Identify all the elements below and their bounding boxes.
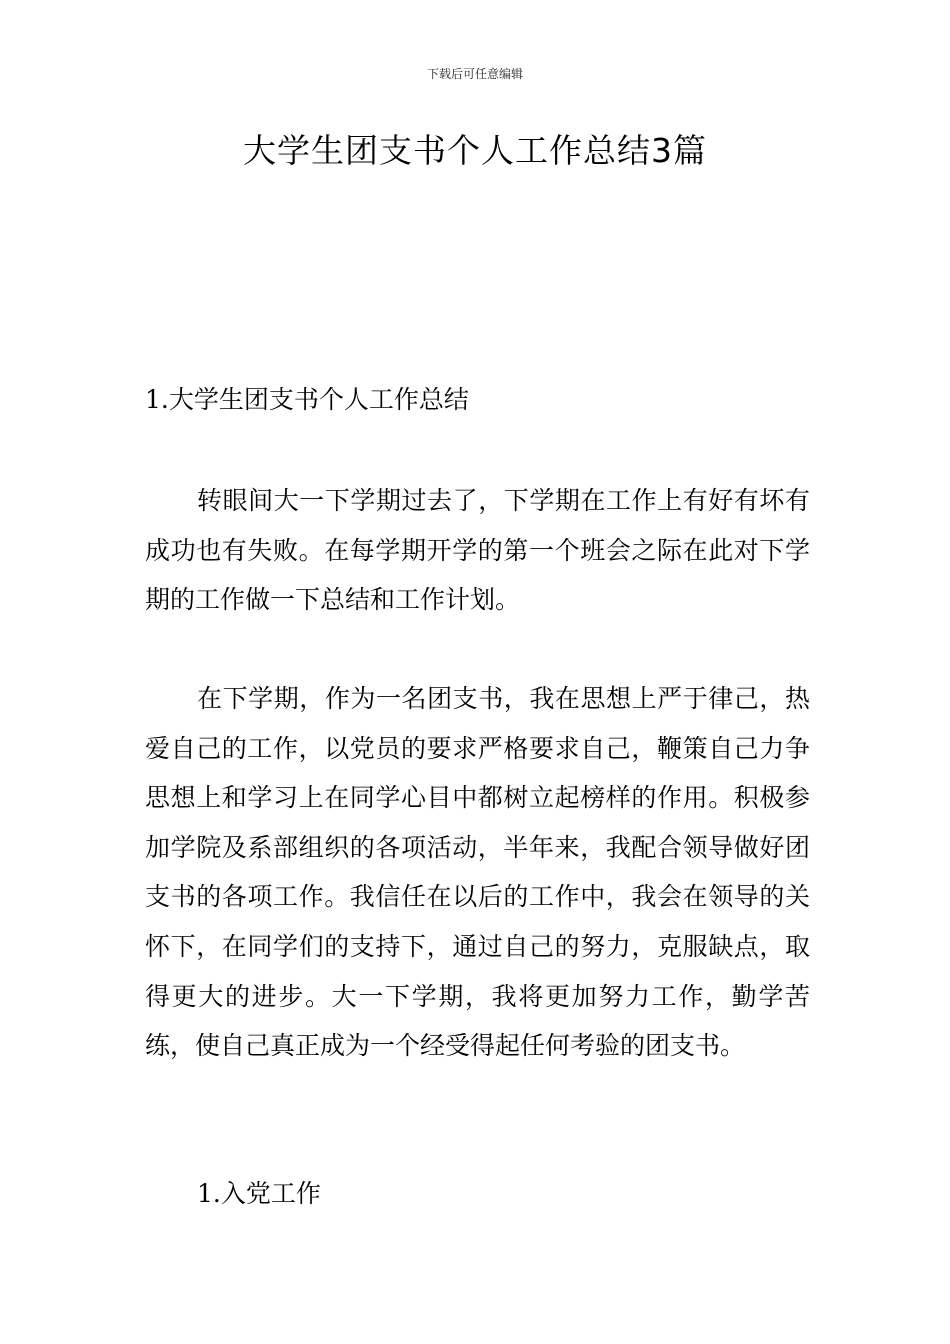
- section-heading: 1.大学生团支书个人工作总结: [145, 385, 469, 414]
- paragraph-main: 在下学期，作为一名团支书，我在思想上严于律己，热爱自己的工作，以党员的要求严格要求自己，鞭策自己力争思想上和学习上在同学心目中都树立起榜样的作用。积极参加学院及系部组织的各项活动，半年来，我配合领导做好团支书的各项工作。我信任在以后的工作中，我会在领导的关怀下，在同学们的支持下，通过自己的努力，克服缺点，取得更大的进步。大一下学期，我将更加努力工作，勤学苦练，使自己真正成为一个经受得起任何考验的团支书。: [145, 684, 810, 1061]
- paragraph-intro: 转眼间大一下学期过去了，下学期在工作上有好有坏有成功也有失败。在每学期开学的第一个班会之际在此对下学期的工作做一下总结和工作计划。: [145, 486, 810, 615]
- header-note: 下载后可任意编辑: [426, 67, 523, 81]
- document-title: 大学生团支书个人工作总结3篇: [243, 131, 707, 170]
- sub-heading-party-work: 1.入党工作: [197, 1179, 321, 1208]
